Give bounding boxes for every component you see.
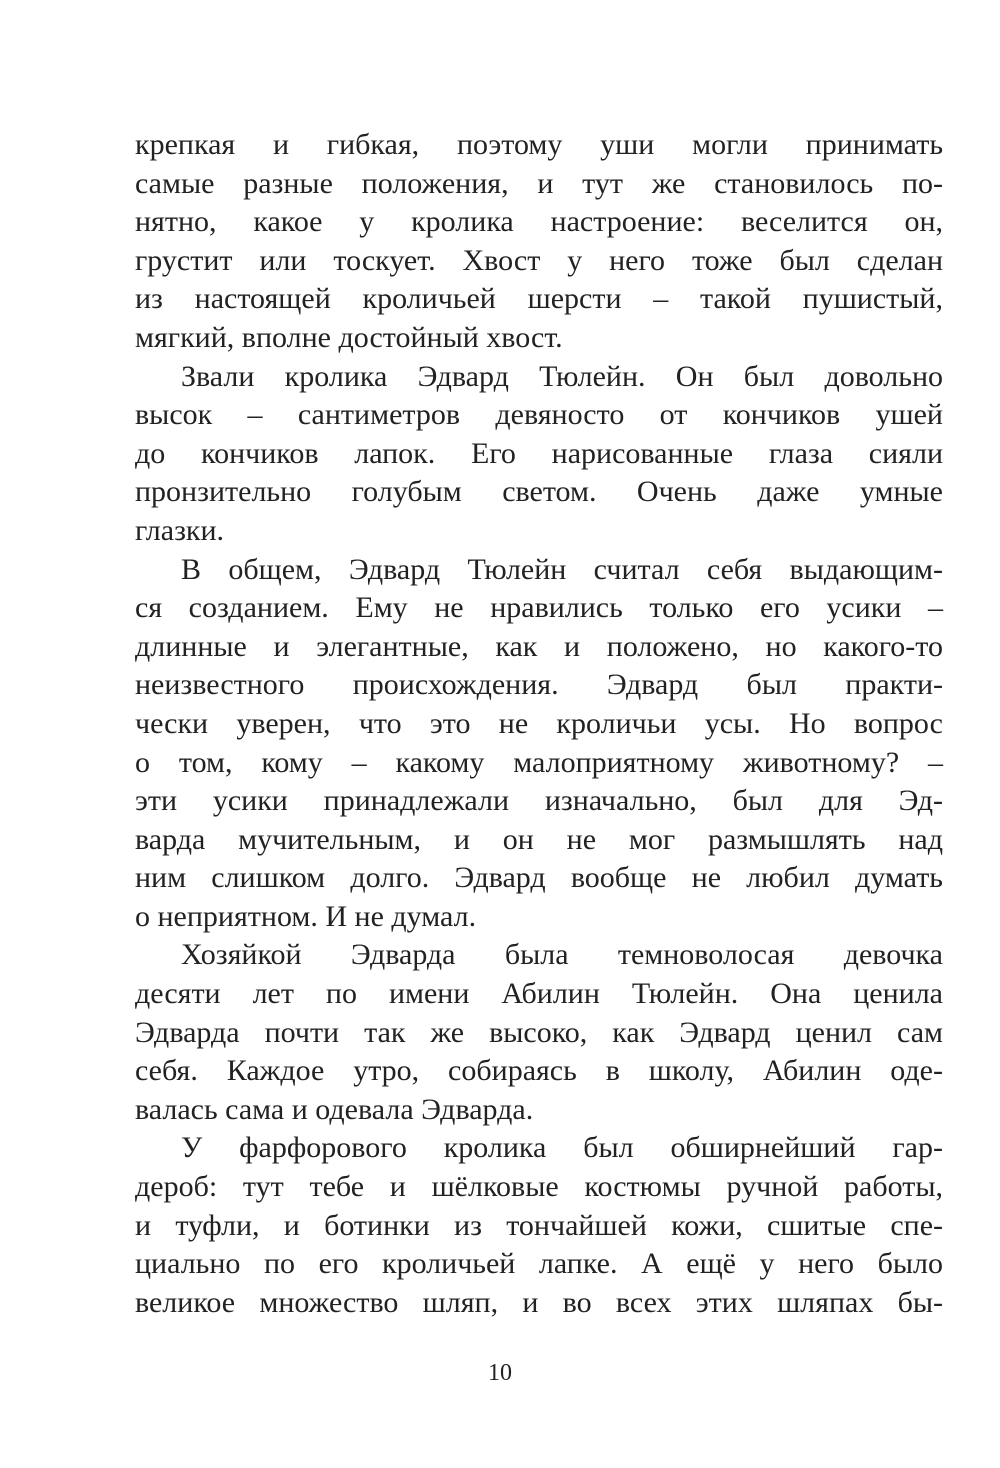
text-line: десяти лет по имени Абилин Тюлейн. Она ценила [135,977,943,1011]
text-line: нятно, какое у кролика настроение: веселится он, [135,205,943,239]
paragraph [135,1129,943,1322]
text-line: длинные и элегантные, как и положено, но какого-то [135,629,943,663]
text-line: ним слишком долго. Эдвард вообще не любил думать [135,861,943,895]
text-line: валась сама и одевала Эдварда. [135,1092,534,1126]
page-number: 10 [488,1360,512,1386]
text-line: У фарфорового кролика был обширнейший гар- [181,1131,943,1165]
text-line: глазки. [135,513,225,547]
text-line: себя. Каждое утро, собираясь в школу, Абилин оде- [135,1054,943,1088]
text-line: мягкий, вполне достойный хвост. [135,320,563,354]
text-line: циально по его кроличьей лапке. А ещё у него было [135,1247,943,1281]
text-line: о неприятном. И не думал. [135,899,477,933]
text-line: эти усики принадлежали изначально, был для Эд- [135,784,943,818]
text-line: самые разные положения, и тут же становилось по- [135,166,943,200]
text-line: Звали кролика Эдвард Тюлейн. Он был довольно [181,359,943,393]
paragraph [135,936,943,1129]
text-line: В общем, Эдвард Тюлейн считал себя выдающим- [181,552,943,586]
text-line: и туфли, и ботинки из тончайшей кожи, сшитые спе- [135,1208,943,1242]
text-line: о том, кому – какому малоприятному животному? – [135,745,943,779]
text-line: из настоящей кроличьей шерсти – такой пушистый, [135,282,943,316]
paragraph [135,551,943,937]
text-line: ся созданием. Ему не нравились только его усики – [135,591,943,625]
text-line: чески уверен, что это не кроличьи усы. Но вопрос [135,706,943,740]
text-line: великое множество шляп, и во всех этих шляпах бы- [135,1285,943,1319]
text-line: Хозяйкой Эдварда была темноволосая девочка [181,938,943,972]
text-line: пронзительно голубым светом. Очень даже умные [135,475,943,509]
text-line: до кончиков лапок. Его нарисованные глаза сияли [135,436,943,470]
text-line: Эдварда почти так же высоко, как Эдвард ценил сам [135,1015,943,1049]
text-line: варда мучительным, и он не мог размышлять над [135,822,943,856]
book-page-text [135,126,943,1322]
text-line: грустит или тоскует. Хвост у него тоже был сделан [135,243,943,277]
text-line: неизвестного происхождения. Эдвард был практи- [135,668,943,702]
text-line: крепкая и гибкая, поэтому уши могли принимать [135,128,943,161]
paragraph [135,126,943,358]
text-line: дероб: тут тебе и шёлковые костюмы ручной работы, [135,1170,943,1204]
text-line: высок – сантиметров девяносто от кончиков ушей [135,398,943,432]
paragraph [135,358,943,551]
